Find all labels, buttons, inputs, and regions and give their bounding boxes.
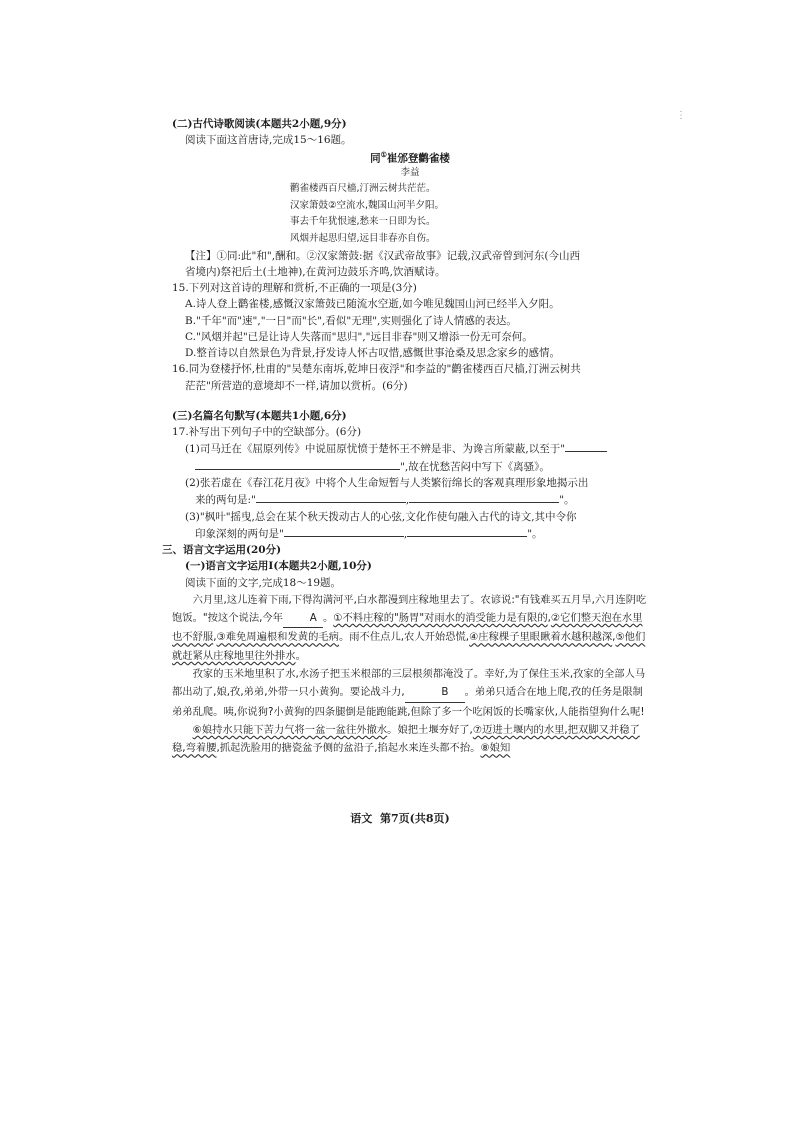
passage-text: 。 <box>295 649 306 662</box>
q17-item3-comma: , <box>403 527 408 540</box>
poem-note-line: 省境内)祭祀后土(土地神),在黄河边鼓乐齐鸣,饮酒赋诗。 <box>185 265 446 278</box>
scan-speck: ⋮ <box>676 110 686 121</box>
q17-item1 <box>172 440 648 457</box>
q15-option-b: B."千年"而"速","一日"而"长",看似"无理",实则强化了诗人情感的表达。 <box>185 314 517 327</box>
poem-title-mark: ① <box>380 149 387 159</box>
answer-blank[interactable] <box>195 458 400 470</box>
section-two-header: (二)古代诗歌阅读(本题共2小题,9分) <box>172 118 347 130</box>
answer-blank[interactable] <box>284 525 404 537</box>
passage-text: ,抓起洗脸用的搪瓷盆予侧的盆沿子,掐起水来连头都不抬。 <box>216 742 481 755</box>
poem-line: 鹳雀楼西百尺樯,汀洲云树共茫茫。 <box>290 183 436 195</box>
q16-line: 16.同为登楼抒怀,杜甫的"吴楚东南坼,乾坤日夜浮"和李益的"鹳雀楼西百尺樯,汀洲云树共 <box>172 363 581 376</box>
underlined-sentence-4: ④庄稼棵子里眼瞅着水越积越深 <box>469 631 613 644</box>
q16-line: 茫茫"所营造的意境却不一样,请加以赏析。(6分) <box>185 379 408 392</box>
poem-line: 风烟并起思归望,远目非春亦自伤。 <box>290 232 436 244</box>
section-two-instruction: 阅读下面这首唐诗,完成15～16题。 <box>185 134 352 147</box>
passage-paragraph-1 <box>172 591 648 665</box>
exam-page <box>162 116 648 758</box>
underlined-sentence-3: ③难免周遍根和发黄的毛病 <box>216 631 339 644</box>
underlined-sentence-8: ⑧娘知 <box>480 742 511 755</box>
part-three-header: 三、语言文字运用(20分) <box>162 544 282 557</box>
part-three-instruction: 阅读下面的文字,完成18～19题。 <box>185 576 342 589</box>
passage-text: 。弟弟只适合在地上爬,孜的任务是限制弟弟乱爬。咦,你说狗?小黄狗的四条腿倒是能跑能跳,但除了多一个吃闲饭的长嘴家伙,人能指望狗什么呢! <box>172 686 645 718</box>
answer-blank[interactable] <box>409 491 559 503</box>
q15-option-d: D.整首诗以自然景色为背景,抒发诗人怀古叹惜,感慨世事沧桑及思念家乡的感情。 <box>185 347 561 360</box>
q17-item1-text: (1)司马迁在《屈原列传》中说屈原忧愤于楚怀王不辨是非、为谗言所蒙蔽,以至于" <box>185 443 566 456</box>
underlined-sentence-5: ⑤他们就赶紧从庄稼地里往外排水 <box>172 631 646 662</box>
passage-text: 。 <box>322 612 334 625</box>
passage-text: 。娘把土堰夯好了, <box>387 724 473 737</box>
footer-subject: 语文 <box>350 812 373 825</box>
underlined-sentence-6: ⑥娘持水只能下苦力气将一盆一盆往外撤水 <box>192 724 388 737</box>
q17-item2-end: "。 <box>559 494 575 507</box>
q17-item3: (3)"枫叶"摇曳,总会在某个秋天拨动古人的心弦,文化作使句融入古代的诗文,其中令你 <box>185 510 577 523</box>
passage-text: 六月里,这儿连着下雨,下得沟满河平,白水都漫到庄稼地里去了。农谚说:"有钱难买五月旱,六月连阴吃饱饭。"按这个说法,今年 <box>172 593 647 625</box>
poem-author: 李益 <box>400 167 420 179</box>
q17-item1-text-end: ",故在忧愁苦闷中写下《离骚》。 <box>400 460 550 473</box>
poem-line: 事去千年犹恨速,愁来一日即为长。 <box>290 216 436 228</box>
q15-option-a: A.诗人登上鹳雀楼,感慨汉家箫鼓已随流水空逝,如今唯见魏国山河已经半入夕阳。 <box>185 298 560 311</box>
section-three-header: (三)名篇名句默写(本题共1小题,6分) <box>172 409 347 422</box>
passage-text: , <box>547 612 551 625</box>
passage-paragraph-2 <box>172 665 648 721</box>
q17-item2-lead: 来的两句是:" <box>195 494 256 507</box>
q17-item2-comma: , <box>405 494 410 507</box>
blank-a[interactable]: A <box>283 609 323 628</box>
q17-item1-cont <box>172 458 648 475</box>
poem-title-prefix: 同 <box>370 152 381 165</box>
part-three-subheader: (一)语言文字运用Ⅰ(本题共2小题,10分) <box>185 560 372 573</box>
poem-note-line: 【注】①同:此"和",酬和。②汉家箫鼓:据《汉武帝故事》记载,汉武帝曾到河东(今山西 <box>185 249 581 262</box>
q17-stem: 17.补写出下列句子中的空缺部分。(6分) <box>172 426 362 439</box>
answer-blank[interactable] <box>407 525 527 537</box>
passage-text: , <box>612 631 616 644</box>
passage-text: 孜家的玉米地里积了水,水汤子把玉米根部的三层根须都淹没了。幸好,为了保住玉米,孜家的全部人马都出动了,娘,孜,弟弟,外带一只小黄狗。要论战斗力, <box>172 668 646 699</box>
q17-item2-cont <box>172 491 648 508</box>
poem-line: 汉家箫鼓②空流水,魏国山河半夕阳。 <box>290 199 445 211</box>
page-footer <box>0 810 800 826</box>
footer-page-number: 第7页(共8页) <box>379 812 450 825</box>
underlined-sentence-2: ②它们整天泡在水里也不舒服 <box>172 612 643 644</box>
q17-item3-end: "。 <box>527 527 543 540</box>
q17-item3-cont <box>172 525 648 542</box>
q15-option-c: C."风烟并起"已是让诗人失落而"思归","远目非春"则又增添一份无可奈何。 <box>185 330 533 343</box>
q15-stem: 15.下列对这首诗的理解和赏析,不正确的一项是(3分) <box>172 282 417 295</box>
underlined-sentence-1: ①不料庄稼的"肠胃"对雨水的消受能力是有限的 <box>333 612 548 625</box>
q17-item2: (2)张若虚在《春江花月夜》中将个人生命短暂与人类繁衍绵长的客观真理形象地揭示出 <box>185 476 589 489</box>
poem-body <box>172 181 648 248</box>
passage-text: 。雨不住点儿,农人开始恐慌, <box>338 631 470 644</box>
answer-blank[interactable] <box>565 440 607 452</box>
underlined-sentence-7: ⑦迈进土堰内的水里,把双脚又并稳了稳,弯着腰 <box>172 724 640 755</box>
passage-text: , <box>213 631 217 644</box>
poem-title-rest: 崔邠登鹳雀楼 <box>386 152 450 165</box>
blank-b[interactable]: B <box>405 683 465 702</box>
poem-title <box>172 150 648 167</box>
answer-blank[interactable] <box>256 491 406 503</box>
q17-item3-lead: 印象深刻的两句是" <box>195 527 284 540</box>
passage-paragraph-3 <box>172 721 648 758</box>
reading-passage <box>172 591 648 758</box>
